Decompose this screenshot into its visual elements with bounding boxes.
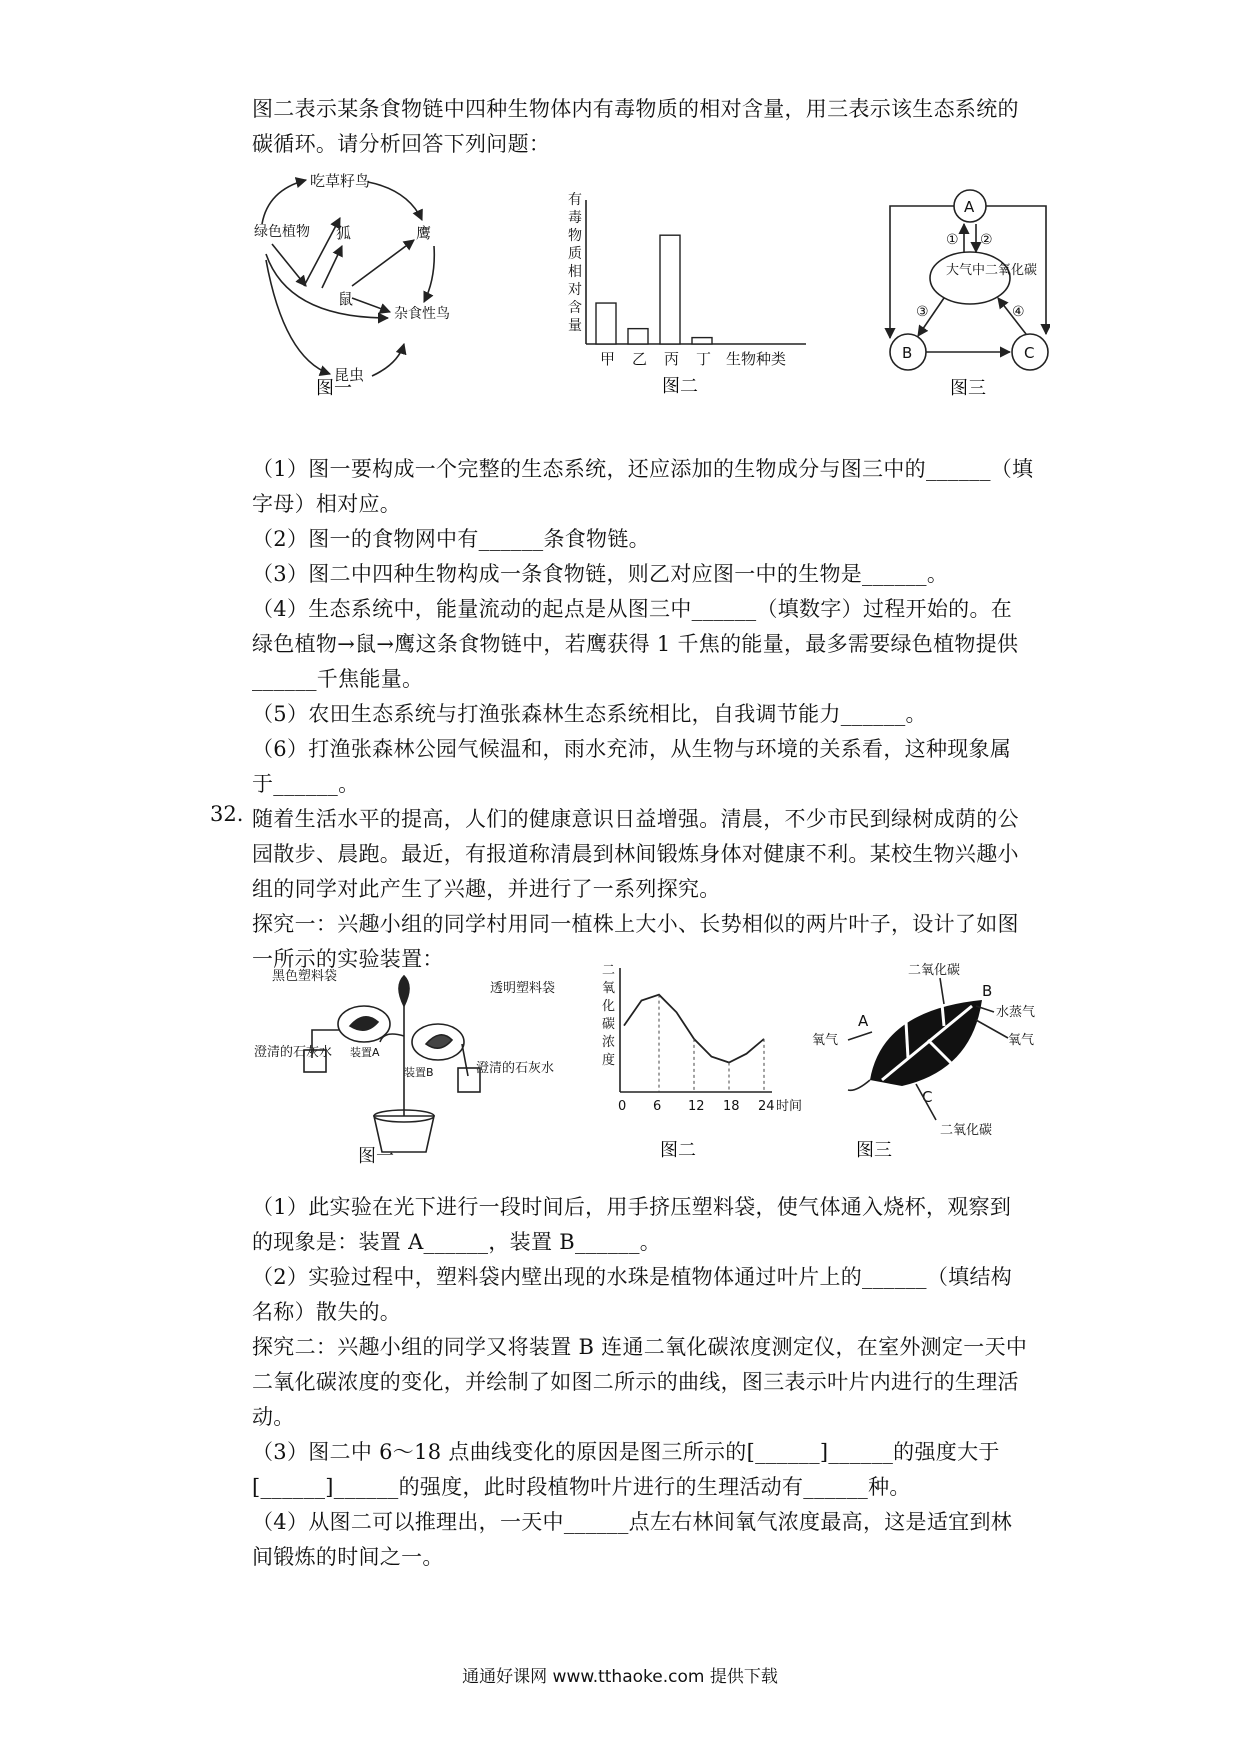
bar-甲 [596,303,616,344]
q32-3-line-1: （3）图二中 6～18 点曲线变化的原因是图三所示的[______]______的强度大于 [252,1440,1000,1464]
curve-ylabel: 二氧化碳浓度 [602,963,616,1068]
q32-4-line-1: （4）从图二可以推理出，一天中______点左右林间氧气浓度最高，这是适宜到林 [252,1510,1013,1534]
q31-1-line-2: 字母）相对应。 [252,492,402,516]
curve-tick-18: 18 [723,1099,740,1114]
leaf-b: B [982,982,993,1000]
bar-丙 [660,235,680,344]
fig3-bottom-caption: 图三 [856,1140,892,1160]
curve-tick-6: 6 [653,1099,662,1114]
arrow-4-label: ④ [1012,304,1025,320]
curve-tick-0: 0 [618,1099,627,1114]
q32-line: 组的同学对此产生了兴趣，并进行了一系列探究。 [252,877,721,901]
leaf-gas-exchange-figure [812,960,1072,1160]
fig1-top-caption: 图一 [316,378,352,399]
q31-3: （3）图二中四种生物构成一条食物链，则乙对应图一中的生物是______。 [252,562,949,586]
q31-5: （5）农田生态系统与打渔张森林生态系统相比，自我调节能力______。 [252,702,927,726]
explore2-line-1: 探究二：兴趣小组的同学又将装置 B 连通二氧化碳浓度测定仪，在室外测定一天中 [252,1335,1028,1359]
black-bag-leaf [350,1017,378,1030]
atmosphere-label: 大气中二氧化碳 [946,263,1038,278]
node-insect: 昆虫 [334,366,365,384]
explore2-line-3: 动。 [252,1405,295,1429]
node-fox: 狐 [336,224,352,242]
arrow-3-label: ③ [916,304,929,320]
q32-line: 随着生活水平的提高，人们的健康意识日益增强。清晨，不少市民到绿树成荫的公 [252,807,1019,831]
curve-tick-24: 24 [758,1099,775,1114]
bar-tick-甲: 甲 [600,350,616,368]
q32-1-line-2: 的现象是：装置 A______，装置 B______。 [252,1230,662,1254]
node-omnivore-bird: 杂食性鸟 [394,306,450,322]
q31-6-line-2: 于______。 [252,772,360,796]
toxin-bar-chart [558,192,818,402]
curve-xlabel: 时间 [776,1099,803,1114]
label-limewater-b: 澄清的石灰水 [476,1061,555,1076]
q32-2-line-1: （2）实验过程中，塑料袋内壁出现的水珠是植物体通过叶片上的______（填结构 [252,1265,1013,1289]
q32-line: 探究一：兴趣小组的同学村用同一植株上大小、长势相似的两片叶子，设计了如图 [252,912,1019,936]
node-eagle: 鹰 [416,224,432,242]
node-c: C [1024,344,1035,362]
arrow-1-label: ① [946,232,959,248]
bar-tick-丁: 丁 [696,350,712,368]
label-limewater-a: 澄清的石灰水 [254,1045,333,1060]
bar-tick-丙: 丙 [664,350,680,368]
leaf-c: C [922,1088,933,1106]
curve-tick-12: 12 [688,1099,705,1114]
q32-3-line-2: [______]______的强度，此时段植物叶片进行的生理活动有______种。 [252,1475,911,1499]
leaf-co2-bottom: 二氧化碳 [940,1123,993,1138]
intro-line: 图二表示某条食物链中四种生物体内有毒物质的相对含量，用三表示该生态系统的 [252,97,1019,121]
q32-number: 32. [210,802,244,826]
q32-line: 一所示的实验装置： [252,947,444,971]
label-black-bag: 黑色塑料袋 [272,969,338,984]
bar-乙 [628,329,648,344]
q31-questions [252,452,1032,802]
intro-text [252,92,1032,162]
leaf-a: A [858,1012,869,1030]
bar-caption: 图二 [662,376,698,397]
bar-tick-乙: 乙 [632,350,648,368]
bar-丁 [692,338,712,344]
fig2-bottom-caption: 图二 [660,1140,696,1160]
tube-b [462,1044,468,1076]
q31-2: （2）图一的食物网中有______条食物链。 [252,527,650,551]
explore2-line-2: 二氧化碳浓度的变化，并绘制了如图二所示的曲线，图三表示叶片内进行的生理活 [252,1370,1019,1394]
leaf-oxygen-right: 氧气 [1008,1033,1035,1048]
node-b: B [902,344,913,362]
q31-4-line-2: 绿色植物→鼠→鹰这条食物链中，若鹰获得 1 千焦的能量，最多需要绿色植物提供 [252,632,1019,656]
carbon-cycle-figure [880,188,1050,400]
q31-1-line-1: （1）图一要构成一个完整的生态系统，还应添加的生物成分与图三中的______（填 [252,457,1034,481]
leaf-oxygen-left: 氧气 [812,1033,839,1048]
q32-stem [252,802,1032,977]
leaf-co2-top: 二氧化碳 [908,963,961,978]
plant-apparatus-figure [254,966,574,1167]
leaf-water-vapor: 水蒸气 [996,1005,1036,1020]
bar-ylabel: 有毒物质相对含量 [568,192,582,334]
fig1-bottom-caption: 图一 [358,1146,394,1167]
food-web-figure [248,168,478,400]
atmosphere-ellipse [930,252,1010,304]
q31-4-line-1: （4）生态系统中，能量流动的起点是从图三中______（填数字）过程开始的。在 [252,597,1013,621]
top-leaf [399,976,409,1006]
node-mouse: 鼠 [338,290,354,308]
bar-xlabel: 生物种类 [726,350,787,368]
arrow-2-label: ② [980,232,993,248]
q32-4-line-2: 间锻炼的时间之一。 [252,1545,444,1569]
fig3-top-caption: 图三 [950,378,986,399]
co2-curve-chart [596,960,816,1160]
label-device-b: 装置B [404,1066,434,1079]
q32-2-line-2: 名称）散失的。 [252,1300,402,1324]
clear-bag-leaf [426,1035,452,1048]
page-footer: 通通好课网 www.tthaoke.com 提供下载 [462,1667,778,1687]
label-clear-bag: 透明塑料袋 [490,981,556,996]
node-seed-bird: 吃草籽鸟 [310,172,371,190]
q31-6-line-1: （6）打渔张森林公园气候温和，雨水充沛，从生物与环境的关系看，这种现象属 [252,737,1012,761]
q32-1-line-1: （1）此实验在光下进行一段时间后，用手挤压塑料袋，使气体通入烧杯，观察到 [252,1195,1012,1219]
node-green-plant: 绿色植物 [254,224,310,240]
label-device-a: 装置A [350,1046,380,1059]
intro-line: 碳循环。请分析回答下列问题： [252,132,551,156]
q32-line: 园散步、晨跑。最近，有报道称清晨到林间锻炼身体对健康不利。某校生物兴趣小 [252,842,1019,866]
q32-questions [252,1190,1032,1575]
q31-4-line-3: ______千焦能量。 [252,667,424,691]
node-a: A [964,198,975,216]
